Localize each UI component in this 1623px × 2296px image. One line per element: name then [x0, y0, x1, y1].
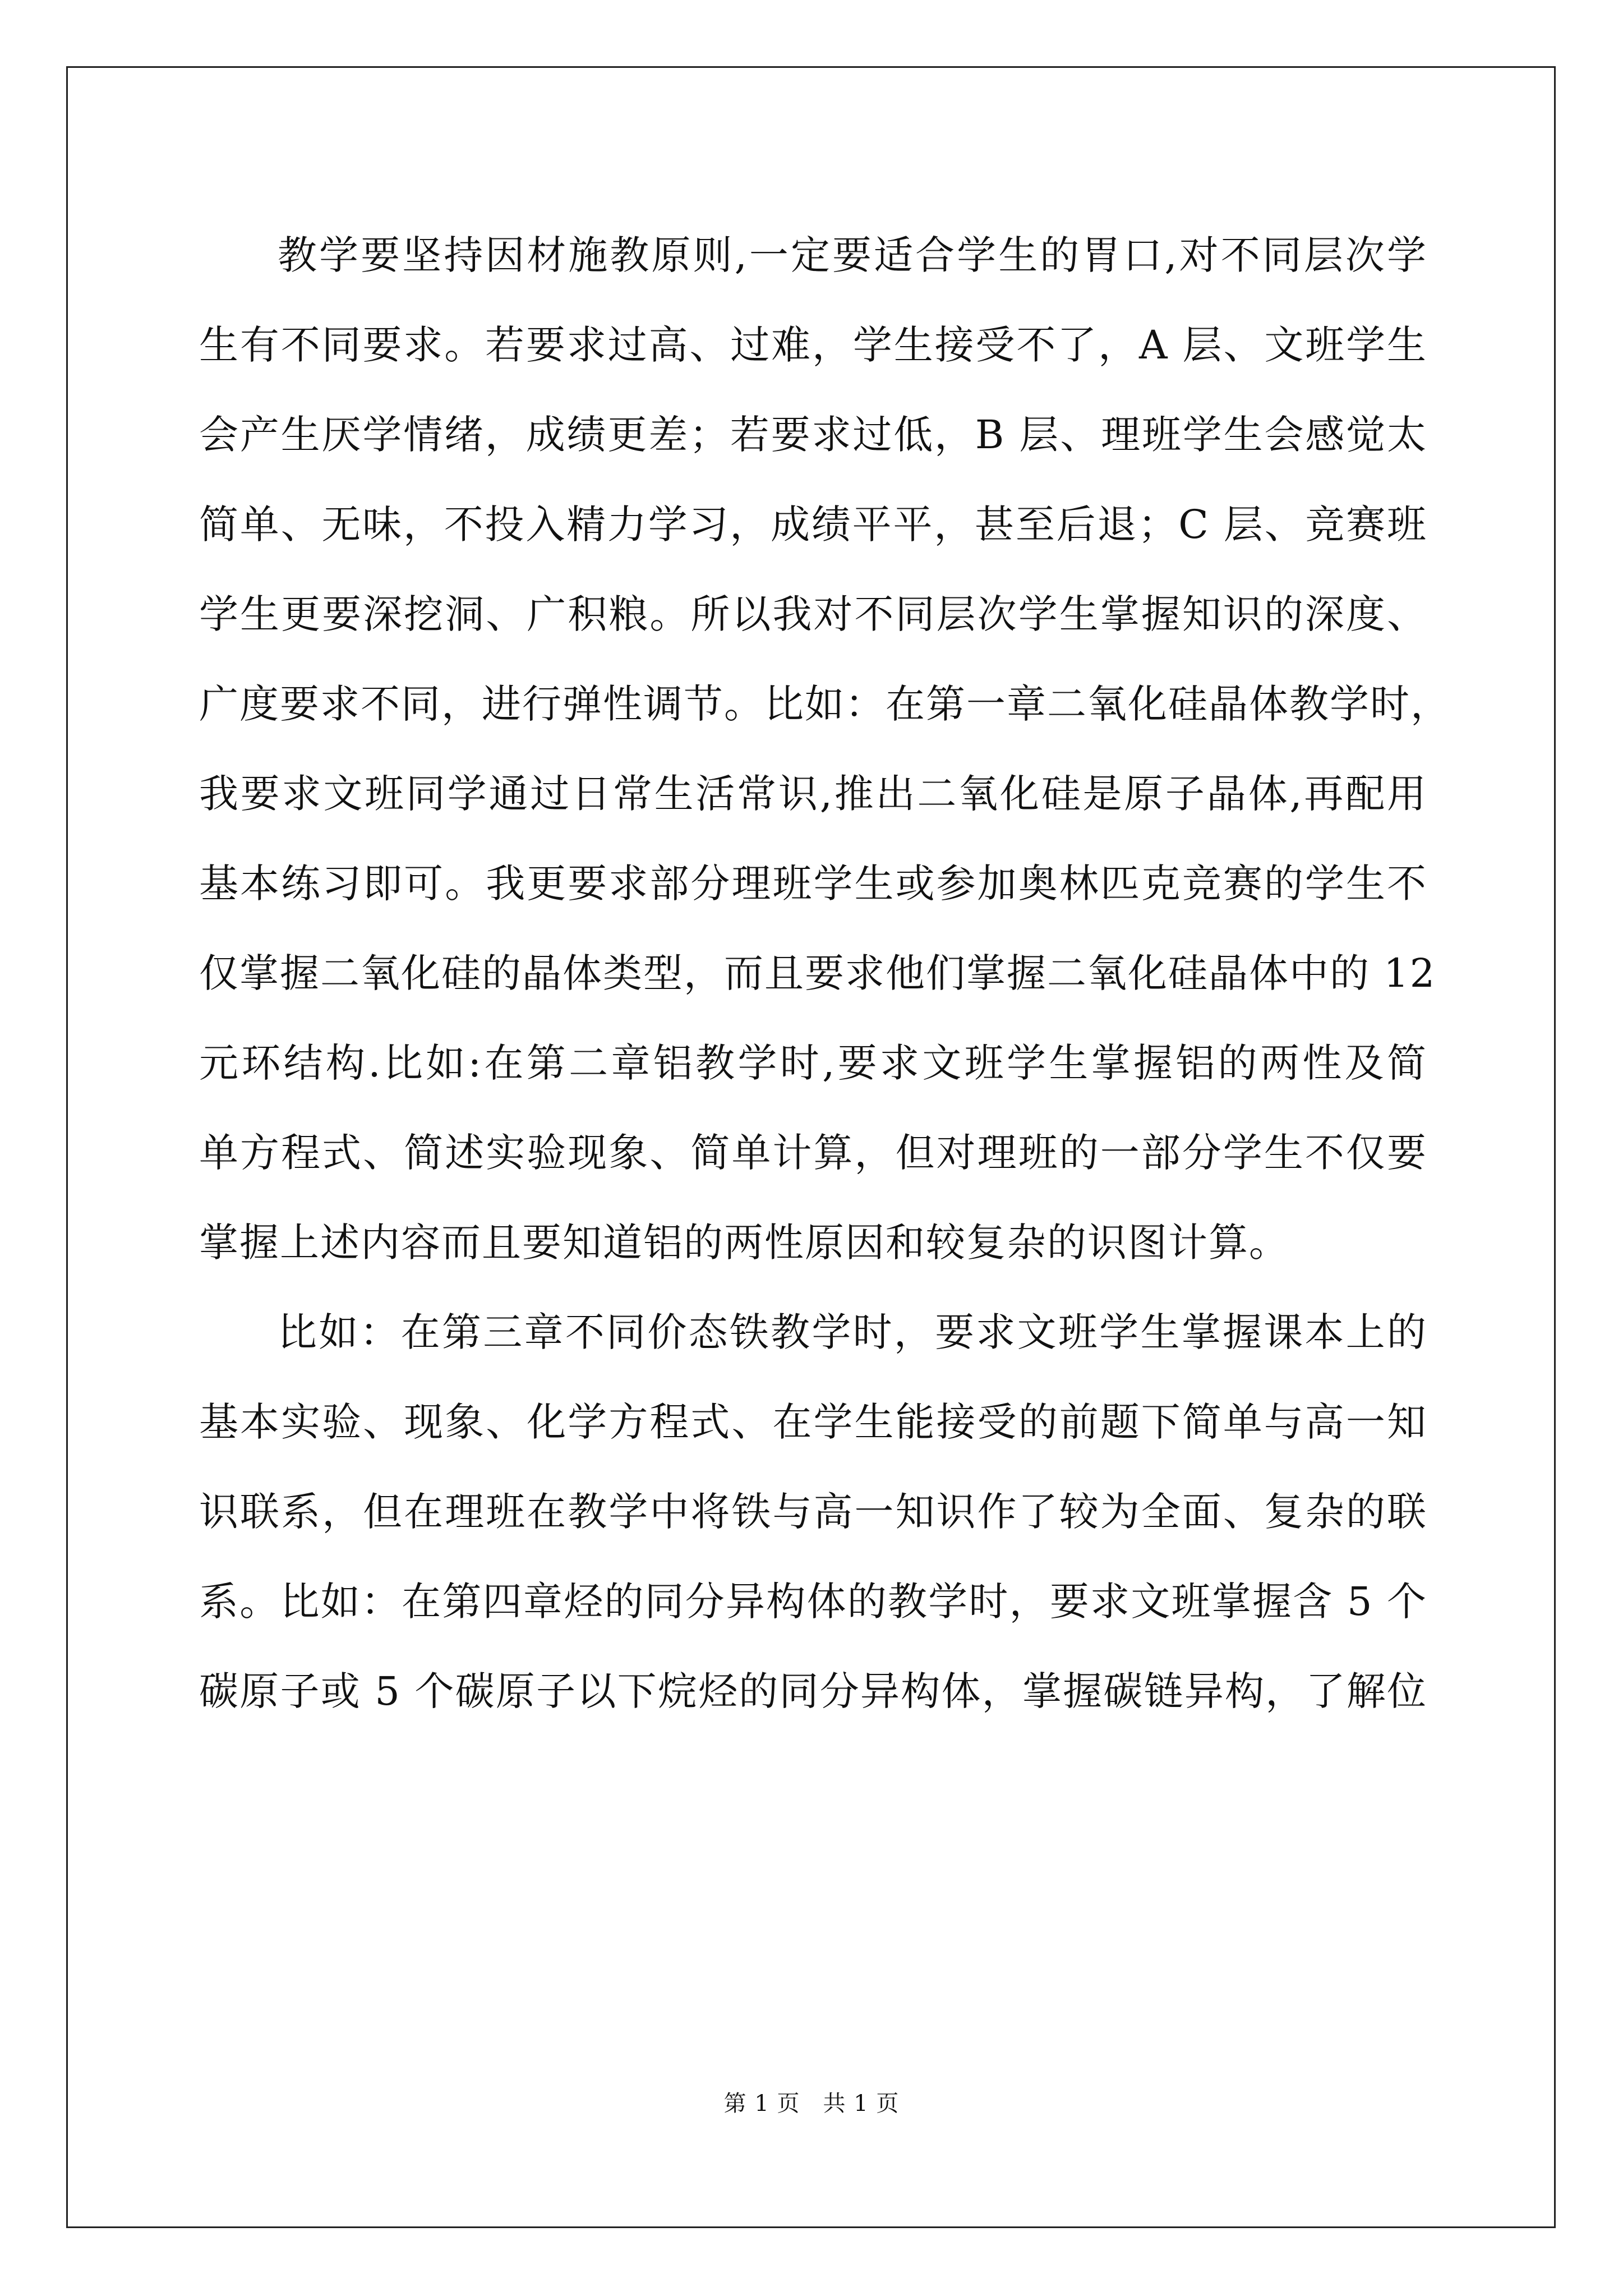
text-line: 系。比如：在第四章烃的同分异构体的教学时，要求文班掌握含 5 个	[199, 1579, 1427, 1625]
text-line: 识联系，但在理班在教学中将铁与高一知识作了较为全面、复杂的联	[199, 1489, 1427, 1535]
text-line: 学生更要深挖洞、广积粮。所以我对不同层次学生掌握知识的深度、	[199, 591, 1427, 637]
text-line: 会产生厌学情绪，成绩更差；若要求过低，B 层、理班学生会感觉太	[199, 412, 1427, 458]
text-line: 仅掌握二氧化硅的晶体类型，而且要求他们掌握二氧化硅晶体中的 12	[199, 950, 1436, 996]
text-line: 教学要坚持因材施教原则,一定要适合学生的胃口,对不同层次学	[278, 232, 1427, 278]
text-line: 基本实验、现象、化学方程式、在学生能接受的前题下简单与高一知	[199, 1399, 1427, 1445]
text-line: 碳原子或 5 个碳原子以下烷烃的同分异构体，掌握碳链异构，了解位	[199, 1668, 1427, 1714]
text-line: 掌握上述内容而且要知道铝的两性原因和较复杂的识图计算。	[199, 1220, 1289, 1266]
text-line: 单方程式、简述实验现象、简单计算，但对理班的一部分学生不仅要	[199, 1130, 1427, 1176]
document-body	[199, 210, 1451, 1736]
text-line: 广度要求不同，进行弹性调节。比如：在第一章二氧化硅晶体教学时，	[199, 681, 1451, 727]
text-line: 简单、无味，不投入精力学习，成绩平平，甚至后退；C 层、竞赛班	[199, 501, 1427, 547]
text-line: 生有不同要求。若要求过高、过难，学生接受不了，A 层、文班学生	[199, 322, 1427, 368]
text-line: 我要求文班同学通过日常生活常识,推出二氧化硅是原子晶体,再配用	[199, 771, 1428, 817]
paragraph-2	[199, 1287, 1427, 1736]
paragraph-1	[199, 210, 1451, 1287]
text-line: 元环结构.比如:在第二章铝教学时,要求文班学生掌握铝的两性及简	[199, 1040, 1427, 1086]
page-footer: 第 1 页 共 1 页	[723, 2091, 900, 2116]
text-line: 基本练习即可。我更要求部分理班学生或参加奥林匹克竞赛的学生不	[199, 861, 1427, 907]
text-line: 比如：在第三章不同价态铁教学时，要求文班学生掌握课本上的	[278, 1309, 1427, 1355]
